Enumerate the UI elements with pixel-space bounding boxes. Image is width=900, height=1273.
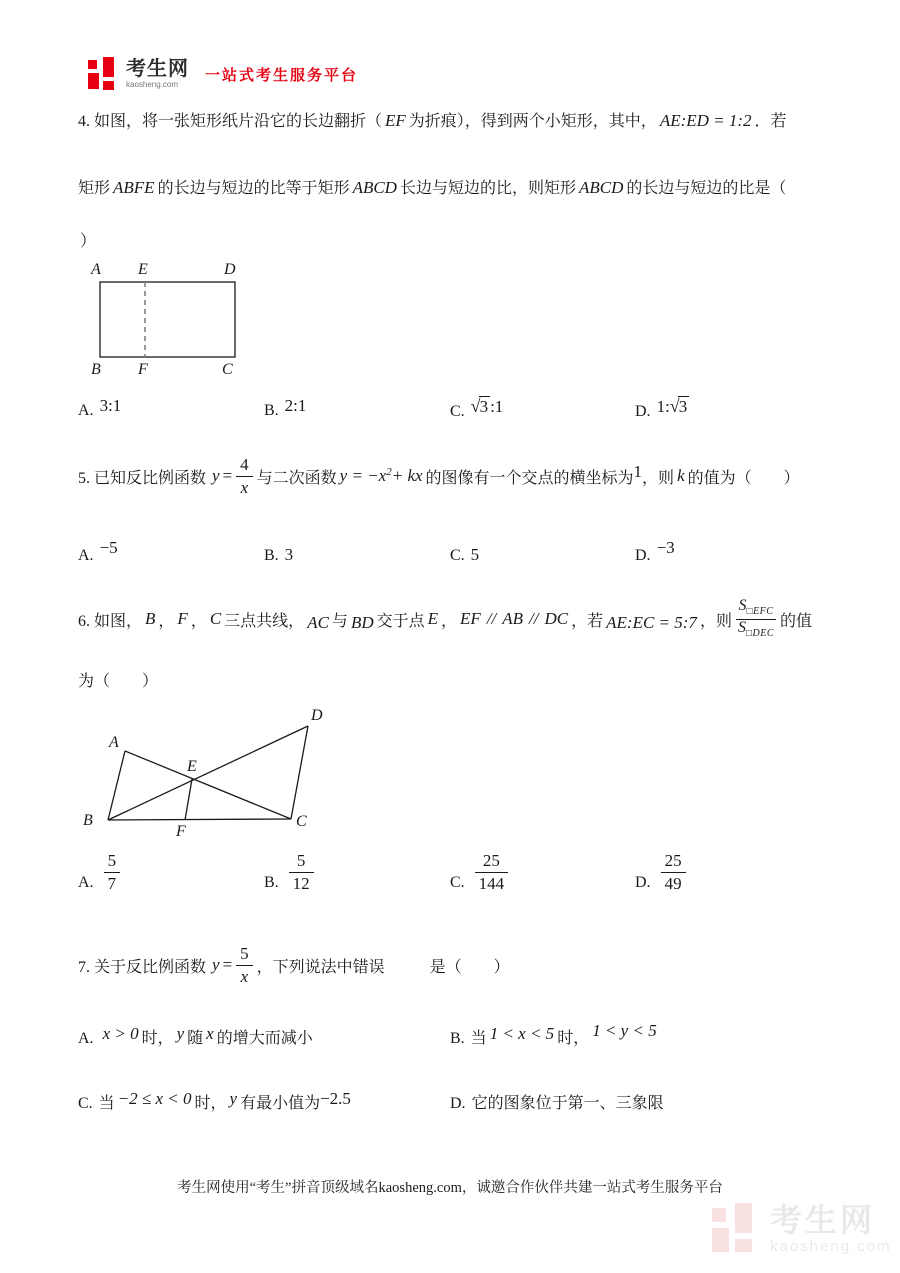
option-text: 当 (470, 1030, 487, 1047)
q6-option-b (264, 852, 318, 893)
fraction-denominator: 7 (104, 872, 121, 893)
brand-domain: kaosheng.com (126, 80, 179, 89)
vertex-label-E: E (138, 261, 148, 278)
option-math: y (229, 1089, 238, 1108)
q4-text: 的长边与短边的比是（ (626, 180, 787, 197)
q4-text: 长边与短边的比，则矩形 (399, 180, 576, 197)
option-value: 2:1 (284, 396, 307, 415)
q6-option-a (78, 852, 124, 893)
option-math: 1 < y < 5 (592, 1021, 657, 1040)
q5-text: ，则 (642, 469, 675, 487)
q4-option-d (635, 396, 689, 421)
fraction-denominator: 144 (475, 872, 509, 893)
option-letter: A. (78, 547, 94, 564)
q5-text-line (78, 447, 800, 505)
logo-block (88, 60, 97, 69)
header-logo (88, 57, 358, 91)
q4-math-ABCD: ABCD (352, 178, 397, 197)
kaosheng-watermark-icon (712, 1203, 762, 1255)
logo-block (735, 1203, 752, 1233)
option-value (657, 397, 690, 416)
q4-text-line2 (78, 175, 786, 198)
vertex-label-B: B (83, 812, 93, 829)
option-text: 时， (194, 1095, 227, 1112)
q6-text: ，则 (699, 612, 732, 630)
fraction-denominator: 49 (661, 872, 686, 893)
q4-math-ABCD: ABCD (578, 178, 624, 197)
watermark (712, 1203, 892, 1255)
watermark-brand: 考生网 (770, 1202, 876, 1238)
fraction-numerator: 25 (482, 851, 500, 870)
q6-math-DC: DC (544, 609, 569, 628)
option-math: −2.5 (320, 1089, 351, 1108)
fraction-denominator: x (236, 476, 253, 497)
radical-icon: √ (470, 396, 481, 416)
option-letter: A. (78, 402, 94, 419)
q4-text: 的长边与短边的比等于矩形 (157, 180, 350, 197)
q5-option-a (78, 538, 118, 565)
q4-math-ratio: AE:ED = 1:2 (659, 111, 752, 130)
q6-math-EF: EF (460, 609, 481, 628)
logo-block (712, 1208, 726, 1222)
option-text: 的增大而减小 (216, 1030, 313, 1047)
brand-name: 考生网 (126, 58, 189, 80)
q6-triangle-figure (75, 698, 405, 853)
q4-text: ．若 (754, 113, 787, 130)
option-letter: B. (264, 402, 279, 419)
radicand: 3 (479, 397, 489, 416)
q7-text: 是（ ） (429, 958, 510, 976)
q4-rectangle-figure (75, 255, 335, 390)
option-value: 3 (284, 545, 294, 564)
option-fraction (104, 852, 121, 893)
option-letter: B. (264, 873, 279, 891)
option-letter: D. (635, 547, 651, 564)
q6-text-line1 (78, 586, 812, 652)
logo-block (712, 1228, 729, 1252)
segment-BD (108, 726, 308, 820)
q4-math-ABFE: ABFE (113, 178, 155, 197)
q6-text: ，若 (571, 612, 604, 630)
footer-text: 考生网使用“考生”拼音顶级域名kaosheng.com，诚邀合作伙伴共建一站式考生服务平台 (177, 1180, 723, 1196)
q4-option-b (264, 396, 307, 420)
vertex-label-E: E (187, 758, 197, 775)
option-math: x > 0 (102, 1024, 139, 1043)
option-letter: A. (78, 873, 94, 891)
area-symbol: S (737, 618, 746, 636)
logo-block (103, 57, 114, 77)
segment-EF (185, 779, 192, 820)
q7-option-c (78, 1090, 351, 1113)
option-math: y (176, 1024, 185, 1043)
option-letter: B. (264, 547, 279, 564)
option-text: 当 (98, 1095, 115, 1112)
q5-formula2-tail: + kx (391, 466, 423, 485)
q5-text: 与二次函数 (256, 469, 337, 487)
q6-math-BD: BD (350, 613, 374, 632)
q6-math-E: E (427, 609, 439, 628)
option-value (471, 397, 504, 416)
ratio-prefix: 1: (656, 397, 670, 416)
q6-area-ratio-fraction (736, 598, 776, 640)
option-letter: B. (450, 1030, 465, 1047)
option-letter: C. (450, 547, 465, 564)
rectangle-outline (100, 282, 235, 357)
fraction-numerator: 5 (107, 851, 117, 870)
fraction-numerator: 5 (240, 943, 249, 963)
parallel-symbol: // (486, 609, 497, 628)
q6-text: 三点共线， (224, 612, 305, 630)
area-subscript: □DEC (745, 627, 774, 639)
option-letter: D. (635, 403, 651, 420)
q5-formula1-eq: = (222, 466, 233, 485)
option-letter: D. (635, 873, 651, 891)
q6-text-line2: 为（ ） (78, 673, 159, 690)
q5-formula2 (340, 466, 423, 486)
area-subscript: □EFC (746, 606, 774, 617)
vertex-label-B: B (91, 361, 101, 378)
q6-text: 与 (331, 612, 348, 630)
q5-number-1: 1 (633, 462, 643, 481)
q7-option-a (78, 1025, 313, 1048)
radical-icon: √ (669, 396, 680, 416)
q6-option-d (635, 852, 690, 893)
q5-option-b (264, 545, 293, 565)
vertex-label-D: D (224, 261, 236, 278)
option-text: 时， (141, 1030, 174, 1047)
q6-math-B: B (145, 609, 156, 628)
fraction-numerator (736, 598, 776, 619)
q4-option-a (78, 396, 122, 420)
q5-text: 5. 已知反比例函数 (78, 469, 207, 487)
fraction-numerator: 4 (240, 454, 249, 474)
q7-text: ，下列说法中错误 (256, 958, 385, 976)
option-letter: A. (78, 1030, 94, 1047)
option-math: 1 < x < 5 (489, 1024, 555, 1043)
q5-formula1-y: y (212, 466, 220, 485)
q6-math-AB: AB (502, 609, 524, 628)
vertex-label-A: A (91, 261, 101, 278)
q4-text: 为折痕），得到两个小矩形，其中， (408, 113, 657, 130)
q6-text: 6. 如图， (78, 612, 143, 630)
ratio-suffix: :1 (490, 397, 504, 416)
q5-text: 的图像有一个交点的横坐标为 (425, 469, 634, 487)
q6-math-F: F (177, 609, 188, 628)
fraction-denominator: 12 (289, 872, 314, 893)
q6-math-AC: AC (307, 613, 329, 632)
q7-formula-fraction (236, 945, 253, 986)
q7-formula-eq: = (222, 955, 233, 974)
option-fraction (475, 852, 509, 893)
q4-text-line3: ） (80, 233, 97, 250)
brand-tagline: 一站式考生服务平台 (205, 67, 359, 84)
vertex-label-F: F (138, 361, 148, 378)
q5-option-c (450, 545, 479, 565)
q5-formula2-body: y = −x (339, 466, 387, 485)
q5-formula1-fraction (236, 456, 253, 497)
q5-math-k: k (677, 466, 685, 485)
q4-option-c (450, 396, 504, 421)
parallel-symbol: // (529, 609, 539, 628)
option-text: 随 (187, 1030, 204, 1047)
option-value: 3:1 (99, 396, 122, 415)
q6-math-C: C (209, 609, 222, 628)
radicand: 3 (678, 397, 688, 416)
q5-formula2-exponent: 2 (386, 466, 392, 478)
q6-text: ， (441, 612, 458, 630)
q5-text: 的值为（ ） (687, 469, 800, 487)
option-value: −5 (99, 538, 118, 557)
q4-text: 4. 如图，将一张矩形纸片沿它的长边翻折（ (78, 113, 383, 130)
segment-DC (291, 726, 308, 819)
q4-text-line1 (78, 108, 787, 131)
q7-option-d (450, 1090, 664, 1113)
fraction-denominator (736, 619, 776, 641)
segment-BC (108, 819, 291, 820)
fraction-numerator: 25 (664, 851, 682, 870)
watermark-domain: kaosheng.com (770, 1238, 892, 1255)
q7-option-b (450, 1021, 660, 1048)
kaosheng-logo-icon (88, 57, 120, 91)
segment-AC (125, 751, 291, 819)
q6-text: 的值 (780, 612, 813, 630)
option-letter: C. (450, 403, 465, 420)
q7-text: 7. 关于反比例函数 (78, 958, 207, 976)
q4-text: 矩形 (78, 180, 111, 197)
q4-math-EF: EF (385, 111, 406, 130)
q7-text-line (78, 936, 510, 994)
option-fraction (289, 852, 314, 893)
option-text: 时， (557, 1030, 590, 1047)
vertex-label-C: C (222, 361, 233, 378)
q6-option-c (450, 852, 512, 893)
option-fraction (661, 852, 686, 893)
figure-lines (108, 726, 308, 820)
vertex-label-D: D (311, 707, 323, 724)
fraction-denominator: x (236, 965, 253, 986)
segment-BA (108, 751, 125, 820)
vertex-label-A: A (109, 734, 119, 751)
logo-block (103, 81, 114, 90)
option-text: 有最小值为 (240, 1095, 321, 1112)
option-math: −2 ≤ x < 0 (117, 1089, 192, 1108)
option-math: x (206, 1024, 214, 1043)
option-value: −3 (656, 538, 675, 557)
option-value: 5 (470, 545, 480, 564)
q6-text: 交于点 (376, 612, 425, 630)
logo-block (735, 1239, 752, 1252)
area-symbol: S (738, 596, 747, 614)
q6-text: ， (190, 612, 207, 630)
option-text: 它的图象位于第一、三象限 (471, 1095, 664, 1112)
fraction-numerator: 5 (296, 851, 306, 870)
vertex-label-F: F (176, 823, 186, 840)
q5-option-d (635, 538, 675, 565)
vertex-label-C: C (296, 813, 307, 830)
q6-text: ， (158, 612, 175, 630)
option-letter: D. (450, 1095, 466, 1112)
q6-math-ratio: AE:EC = 5:7 (606, 613, 697, 632)
option-letter: C. (78, 1095, 93, 1112)
q7-formula-y: y (212, 955, 220, 974)
option-letter: C. (450, 873, 465, 891)
logo-block (88, 73, 99, 89)
